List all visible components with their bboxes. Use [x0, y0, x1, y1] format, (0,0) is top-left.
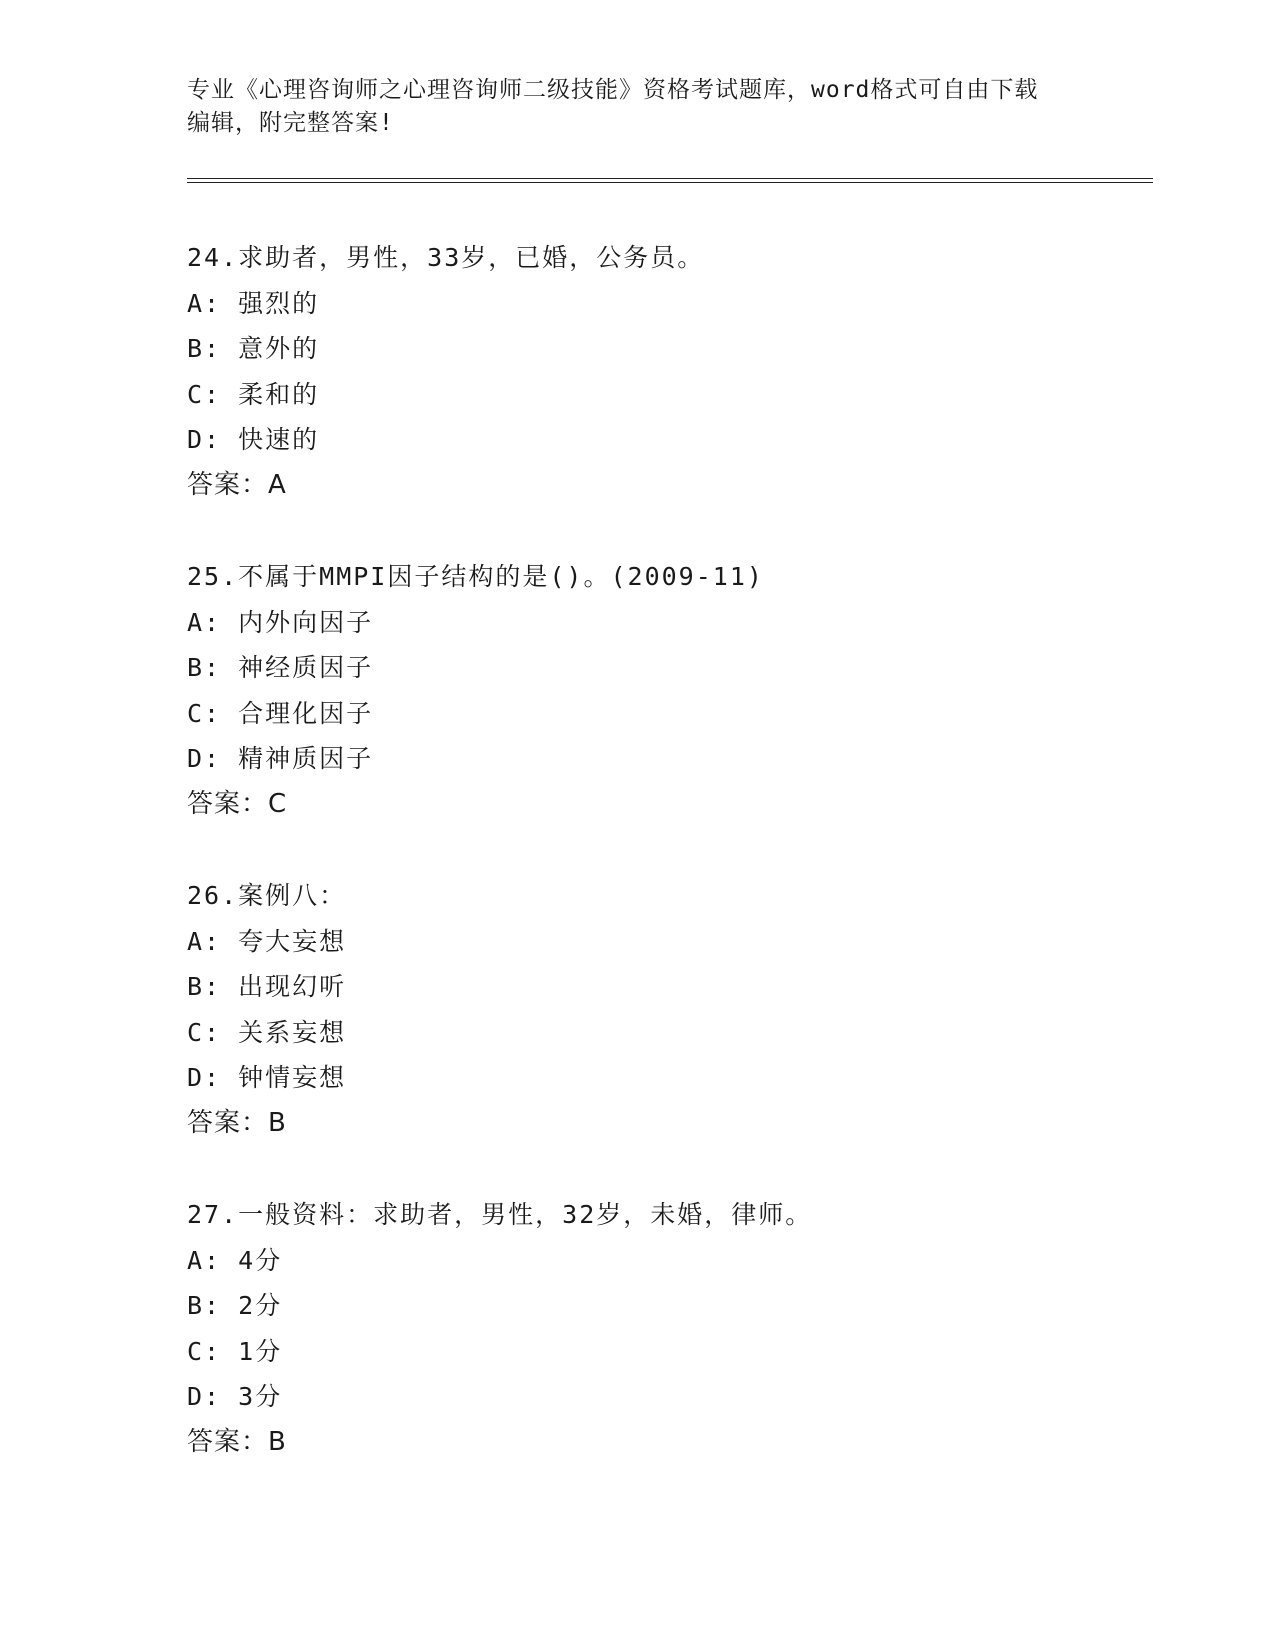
option-d: D: 快速的	[187, 425, 320, 454]
option-a: A: 内外向因子	[187, 607, 374, 637]
document-header	[187, 74, 1087, 140]
option-a: A: 4分	[187, 1245, 283, 1275]
option-d: D: 精神质因子	[187, 744, 374, 773]
option-c: C: 合理化因子	[187, 698, 374, 728]
question-stem: 26.案例八：	[187, 881, 347, 910]
option-c: C: 1分	[187, 1336, 283, 1366]
option-b: B: 意外的	[187, 334, 320, 363]
option-d: D: 钟情妄想	[187, 1063, 347, 1092]
option-a: A: 夸大妄想	[187, 926, 347, 956]
question-24	[187, 235, 1147, 508]
question-list	[187, 235, 1147, 1511]
question-stem: 27.一般资料：求助者，男性，32岁，未婚，律师。	[187, 1200, 813, 1229]
header-line-2: 编辑，附完整答案!	[187, 110, 394, 136]
answer-line: 答案：B	[187, 1426, 287, 1457]
answer-line: 答案：B	[187, 1107, 287, 1138]
option-c: C: 柔和的	[187, 379, 320, 409]
answer-line: 答案：A	[187, 469, 287, 500]
option-b: B: 出现幻听	[187, 972, 347, 1001]
option-a: A: 强烈的	[187, 288, 320, 318]
option-b: B: 2分	[187, 1291, 283, 1320]
answer-line: 答案：C	[187, 788, 288, 819]
header-line-1: 专业《心理咨询师之心理咨询师二级技能》资格考试题库，word格式可自由下载	[187, 77, 1039, 103]
question-26	[187, 873, 1147, 1146]
question-stem: 24.求助者，男性，33岁，已婚，公务员。	[187, 243, 705, 272]
question-25	[187, 554, 1147, 827]
option-d: D: 3分	[187, 1382, 283, 1411]
option-c: C: 关系妄想	[187, 1017, 347, 1047]
question-27	[187, 1192, 1147, 1465]
option-b: B: 神经质因子	[187, 653, 374, 682]
question-stem: 25.不属于MMPI因子结构的是()。(2009-11)	[187, 562, 764, 591]
header-double-rule	[187, 178, 1153, 183]
